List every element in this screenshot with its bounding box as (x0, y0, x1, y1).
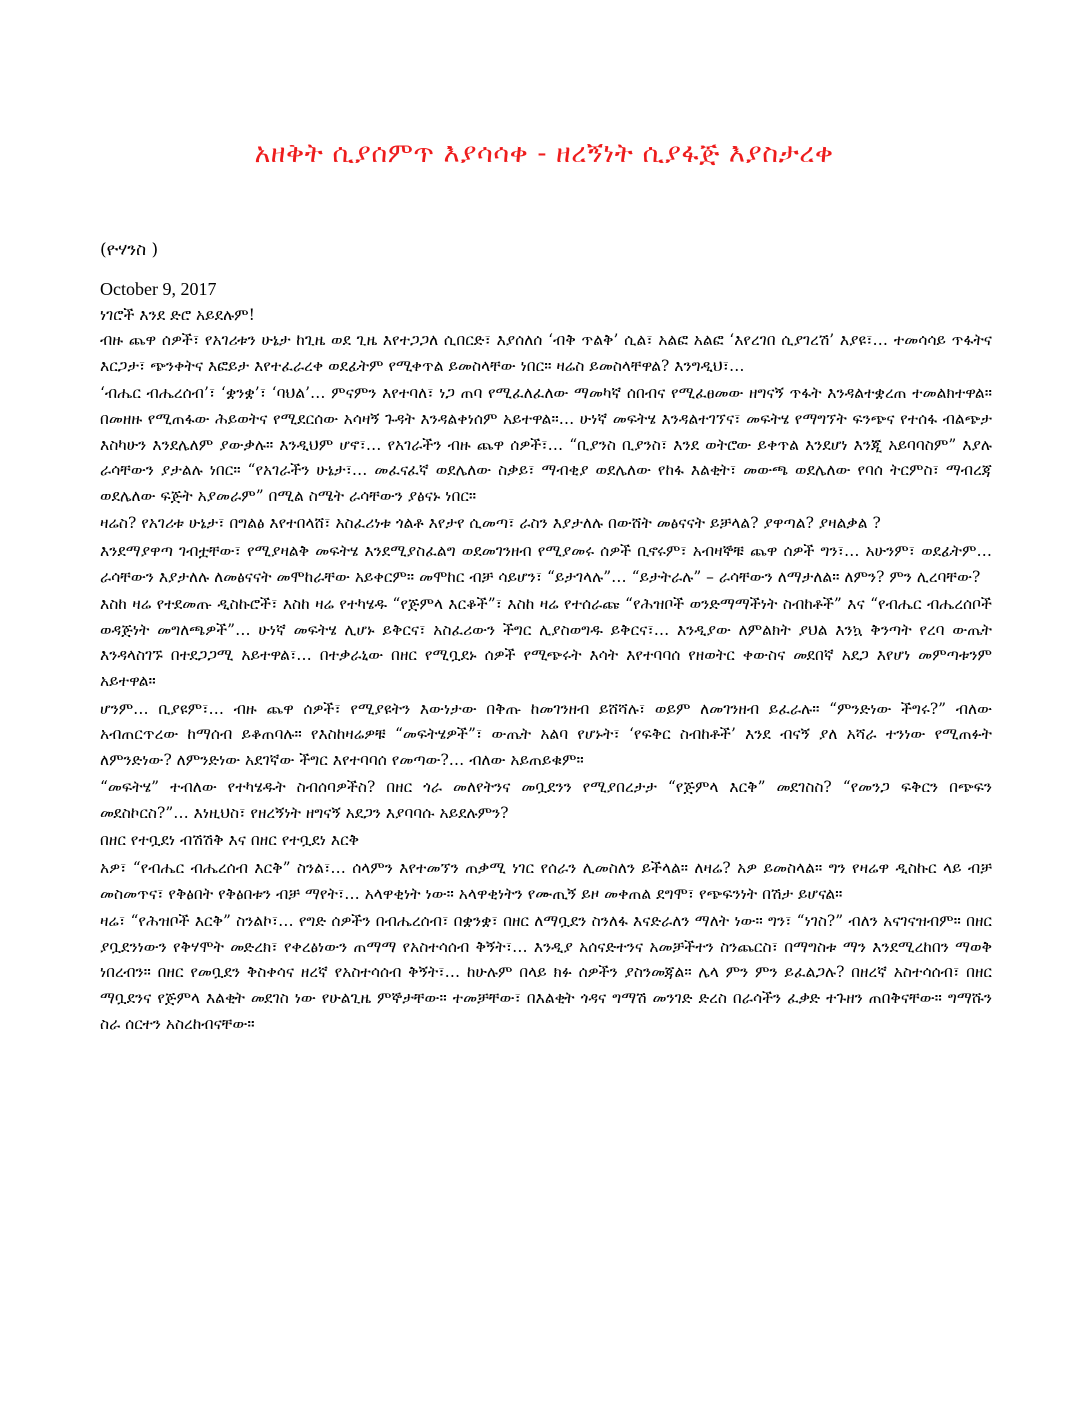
paragraph: ‘ብሔር ብሔረሰብ’፣ ‘ቋንቋ’፣ ‘ባህል’… ምናምን እየተባለ፣ ነጋ ጠባ የሚፈለፈለው ማመካኛ ሰበብና የሚፈፀመው ዘግናኝ ጥፋት እንዳልተቋረጠ ተመልክተዋል። በመዘዙ የሚጠፋው ሕይወትና የሚደርሰው አሳዛኝ ጉዳት እንዳልቀነሰም አይተዋል።… ሁነኛ መፍትሄ እንዳልተገኘና፣ መፍትሄ የማግኘት ፍንጭና የተሰፋ ብልጭታ እስካሁን እንደሌለም ያውቃሉ። እንዲህም ሆኖ፣… የአገራችን ብዙ ጨዋ ሰዎች፣… “ቢያንስ ቢያንስ፣ እንደ ወትሮው ይቀጥል እንደሆነ እንጂ አይባባስም” እያሉ ራሳቸውን ያታልሉ ነበር። “የአገራችን ሁኔታ፣… መፈናፈኛ ወደሌለው ስቃይ፣ ማብቂያ ወደሌለው የከፋ እልቂት፣ መውጫ ወደሌለው የባሰ ትርምስ፣ ማብረጃ ወደሌለው ፍጅት አያመራም” በሚል ስሜት ራሳቸውን ያፅናኑ ነበር። (100, 384, 992, 505)
paragraph: ዛሬስ? የአገሪቱ ሁኔታ፣ በግልፅ እየተበላሸ፣ አስፈሪነቱ ጎልቶ እየታየ ሲመጣ፣ ራስን እያታለሉ በውሸት መፅናናት ይቻላል? ያዋጣል? ያዛልቃል ? (100, 514, 881, 533)
article-body (100, 277, 992, 1039)
paragraph: ብዙ ጨዋ ሰዎች፣ የአገሪቱን ሁኔታ ከጊዜ ወደ ጊዜ እየተጋጋለ ሲበርድ፣ እያሰለሰ ‘ብቅ ጥልቅ’ ሲል፣ አልፎ አልፎ ‘እየረገበ ሲያገረሽ’ እያዩ፣… ተመሳሳይ ጥፋትና እርጋታ፣ ጭንቀትና እፎይታ እየተፈራረቀ ወደፊትም የሚቀጥል ይመስላቸው ነበር። ዛሬስ ይመስላቸዋል? እንግዲህ፣… (100, 331, 992, 375)
section-heading: በዘር የተቧደነ ብሽሽቅ እና በዘር የተቧደነ እርቅ (100, 831, 360, 850)
paragraph: አዎ፣ “የብሔር ብሔረሰብ እርቅ” ስንል፣… ሰላምን እየተመኘን ጠቃሚ ነገር የሰራን ሊመስለን ይችላል። ለዛሬ? አዎ ይመስላል። ግን የዛሬዋ ዲስኩር ላይ ብቻ መስመጥና፣ የቅፅበት የቅፅበቱን ብቻ ማየት፣… አላዋቂነት ነው። አላዋቂነትን የሙጢኝ ይዞ መቀጠል ደግሞ፣ የጭፍንነት በሽታ ይሆናል። (100, 859, 992, 903)
paragraph: እንደማያዋጣ ገብቷቸው፣ የሚያዛልቅ መፍትሄ እንደሚያስፈልግ ወደመገንዘብ የሚያመሩ ሰዎች ቢኖሩም፣ አብዛኞቹ ጨዋ ሰዎች ግን፣… አሁንም፣ ወደፊትም… ራሳቸውን እያታለሉ ለመፅናናት መሞከራቸው አይቀርም። መሞከር ብቻ ሳይሆን፣ “ይታገላሉ”… “ይታትራሉ” – ራሳቸውን ለማታለል። ለምን? ምን ሊረባቸው? (100, 541, 992, 586)
paragraph: እስከ ዛሬ የተደመጡ ዲስኩሮች፣ እስከ ዛሬ የተካሄዱ “የጅምላ እርቆች”፣ እስከ ዛሬ የተሰራጩ “የሕዝቦች ወንድማማችነት ስብከቶች” እና “የብሔር ብሔረሰቦች ወዳጅነት መግለጫዎች”… ሁነኛ መፍትሄ ሊሆኑ ይቅርና፣ አስፈሪውን ችግር ሊያስወግዱ ይቅርና፣… እንዲያው ለምልክት ያህል እንኳ ቅንጣት የረባ ውጤት እንዳላስገኙ በተደጋጋሚ አይተዋል፣… በተቃራኒው በዘር የሚቧደኑ ሰዎች የሚጭሩት እሳት እየተባባሰ የዘወትር ቀውስና መደበኛ አደጋ እየሆነ መምጣቱንም አይተዋል። (100, 595, 992, 690)
article-date: October 9, 2017 (100, 279, 217, 299)
paragraph: ሆንም… ቢያዩም፣… ብዙ ጨዋ ሰዎች፣ የሚያዩትን እውነታው በቅጡ ከመገንዘብ ይሸሻሉ፣ ወይም ለመገንዘብ ይፈራሉ። “ምንድነው ችግሩ?” ብለው አብጠርጥረው ከማሰብ ይቆጠባሉ። የእስከዛሬዎቹ “መፍትሄዎች”፣ ውጤት አልባ የሆኑት፣ ‘የፍቅር ስብከቶች’ እንደ ብናኝ ያለ አሻራ ተንነው የሚጠፉት ለምንድነው? ለምንድነው አደገኛው ችግር እየተባባሰ የመጣው?… ብለው አይጠይቁም። (100, 699, 992, 769)
paragraph: ዛሬ፣ “የሕዝቦች እርቅ” ስንልኮ፣… የግድ ሰዎችን በብሔረሰብ፣ በቋንቋ፣ በዘር ለማቧደን ስንለፋ እናድራለን ማለት ነው። ግን፣ “ነገስ?” ብለን አናገናዝብም። በዘር ያቧደንነውን የቅሃሞት መድረክ፣ የቀረፅነውን ጠማማ የአስተሳሰብ ቅኝት፣… እንዲያ አሰናድተንና አመቻችተን ስንጨርስ፣ በማግስቱ ማን እንደሚረከበን ማወቅ ነበረብን። በዘር የመቧደን ቅስቀሳና ዘረኛ የአስተሳሰብ ቅኝት፣… ከሁሉም በላይ ክፉ ሰዎችን ያስንመጃል። ሌላ ምን ምን ይፈልጋሉ? በዘረኛ አስተሳሰብ፣ በዘር ማቧደንና የጅምላ እልቂት መደገስ ነው የሁልጊዜ ምኞታቸው። ተመቻቸው፣ በእልቂት ጎዳና ግማሽ መንገድ ድረስ በራሳችን ፈቃድ ተጉዘን ጠበቅናቸው። ግማሹን ስራ ሰርተን አስረከብናቸው። (100, 912, 992, 1033)
author-byline: (ዮሃንስ ) (100, 240, 159, 260)
article-title: አዘቅት ሲያሰምጥ እያሳሳቀ - ዘረኝነት ሲያፋጅ እያስታረቀ (254, 138, 834, 169)
paragraph: “መፍትሄ” ተብለው የተካሄዱት ስብሰባዎችስ? በዘር ጎራ መለየትንና መቧደንን የሚያበረታታ “የጅምላ እርቅ” መደገስስ? “የመንጋ ፍቅርን በጭፍን መደስኮርስ?”… እነዚህስ፣ የዘረኝነት ዘግናኝ አደጋን እያባባሱ አይደሉምን? (100, 778, 992, 822)
article-subtitle: ነገሮች እንደ ድሮ አይደሉም! (100, 305, 255, 324)
